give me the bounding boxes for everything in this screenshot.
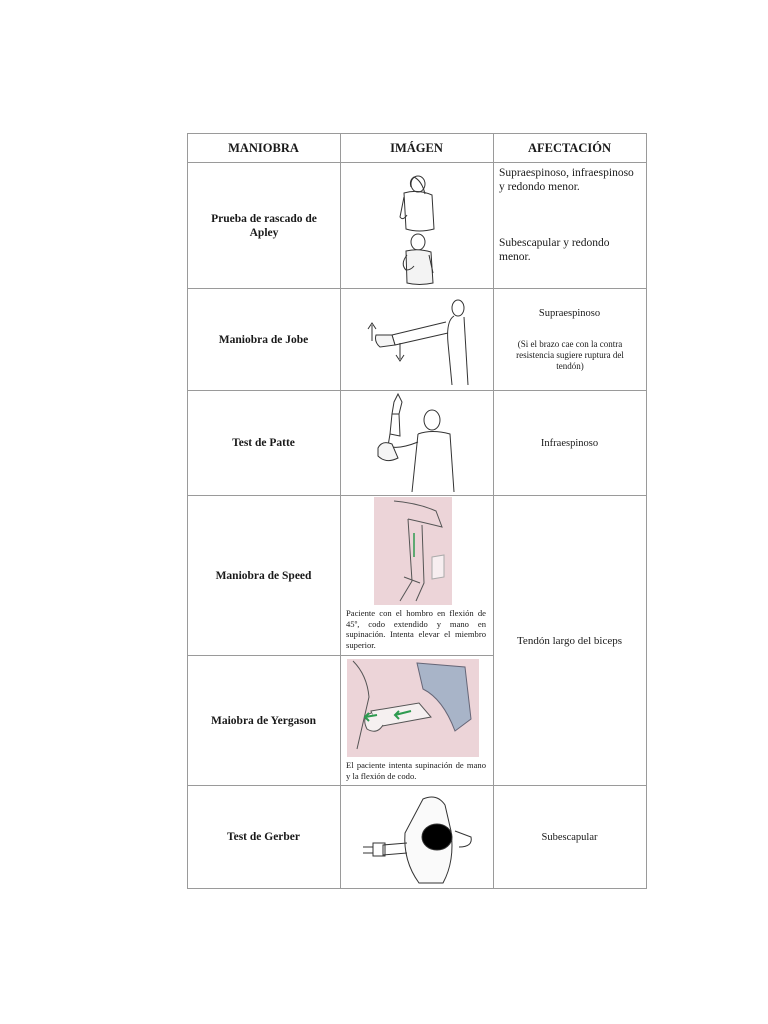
yergason-illustration [347,659,479,757]
effect-text: Supraespinoso [538,307,601,319]
effect-text: Infraespinoso [540,437,599,449]
header-maniobra: MANIOBRA [228,140,299,155]
effect-text: Tendón largo del biceps [516,634,623,647]
grid-line [187,888,646,889]
maneuver-name: Maiobra de Yergason [211,714,316,727]
effect-text: Subescapular y redondo menor. [499,237,610,263]
effect-text: Subescapular [541,831,598,843]
image-caption: Paciente con el hombro en flexión de 45º, codo extendido y mano en supinación. Intenta elevar el miembro superior. [346,608,486,650]
maneuvers-table [187,133,646,888]
effect-note: (Si el brazo cae con la contra resistencia sugiere ruptura del tendón) [516,338,624,371]
gerber-illustration [359,791,477,885]
effect-text: Supraespinoso, infraespinoso y redondo menor. [499,167,634,193]
grid-line [646,133,647,889]
patte-illustration [372,394,472,492]
maneuver-name: Test de Gerber [226,831,301,843]
maneuver-name: Maniobra de Speed [215,569,312,582]
maneuver-name: Prueba de rascado de Apley [211,212,317,239]
header-imagen: IMÁGEN [390,140,443,155]
apley-illustration [392,171,440,286]
maneuver-name: Maniobra de Jobe [218,333,309,346]
speed-illustration [374,497,452,605]
header-afectacion: AFECTACIÓN [527,140,612,155]
image-caption: El paciente intenta supinación de mano y la flexión de codo. [346,760,486,781]
grid-line [340,133,341,888]
maneuver-name: Test de Patte [232,437,295,449]
jobe-illustration [362,295,477,387]
